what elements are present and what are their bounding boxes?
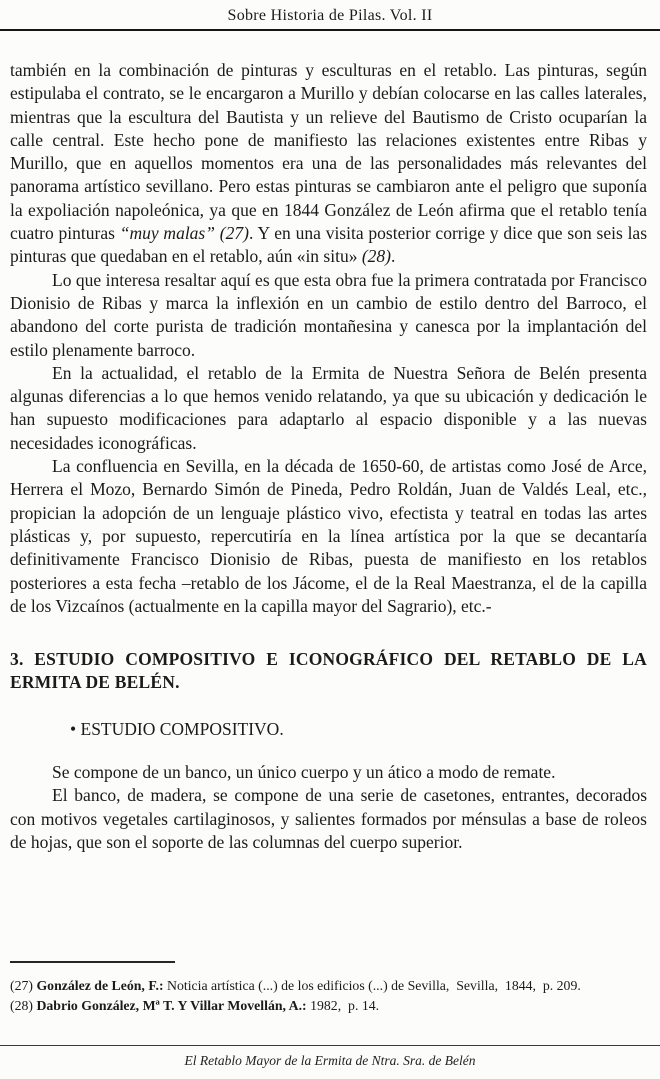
page-header (0, 0, 660, 25)
paragraph: también en la combinación de pinturas y esculturas en el retablo. Las pinturas, según estipulaba el contrato, se le encargaron a Murillo y debían colocarse en las calles laterales, mientras que la escultura del Bautista y un relieve del Bautismo de Cristo ocuparían la calle central. Este hecho pone de manifiesto las relaciones existentes entre Ribas y Murillo, que en aquellos momentos era una de las personalidades más relevantes del panorama artístico sevillano. Pero estas pinturas se cambiaron ante el peligro que suponía la expoliación napoleónica, ya que en 1844 González de León afirma que el retablo tenía cuatro pinturas “muy malas” (27). Y en una visita posterior corrige y dice que son seis las pinturas que quedaban en el retablo, aún «in situ» (28). (10, 60, 648, 267)
paragraph: Lo que interesa resaltar aquí es que esta obra fue la primera contratada por Francisco Dionisio de Ribas y marca la inflexión en un cambio de estilo dentro del Barroco, el abandono del corte purista de tradición montañesina y canesca por la implantación del estilo plenamente barroco. (10, 269, 647, 360)
document-body (10, 59, 647, 854)
footnote: (27) González de León, F.: Noticia artística (...) de los edificios (...) de Sevilla, Sevilla, 1844, p. 209. (10, 978, 581, 993)
footnotes-section (10, 961, 647, 1015)
footnote: (28) Dabrio González, Mª T. Y Villar Movellán, A.: 1982, p. 14. (10, 997, 380, 1013)
section-heading: 3. ESTUDIO COMPOSITIVO E ICONOGRÁFICO DEL RETABLO DE LA ERMITA DE BELÉN. (10, 649, 647, 693)
paragraph: El banco, de madera, se compone de una serie de casetones, entrantes, decorados con motivos vegetales cartilaginosos, y salientes formados por ménsulas a base de roleos de hojas, que son el soporte de las columnas del cuerpo superior. (10, 785, 647, 852)
header-rule (0, 29, 660, 31)
footnote-rule (10, 961, 175, 963)
paragraph: En la actualidad, el retablo de la Ermita de Nuestra Señora de Belén presenta algunas diferencias a lo que hemos venido relatando, ya que su ubicación y dedicación le han supuesto modificaciones para adaptarlo al espacio disponible y a las nuevas necesidades iconográficas. (10, 362, 647, 453)
paragraph: La confluencia en Sevilla, en la década de 1650-60, de artistas como José de Arce, Herrera el Mozo, Bernardo Simón de Pineda, Pedro Roldán, Juan de Valdés Leal, etc., propician la adopción de un lenguaje plástico vivo, efectista y teatral en todas las artes plásticas y, por supuesto, repercutiría en la línea artística por la que se decantaría definitivamente Francisco Dionisio de Ribas, puesta de manifiesto en los retablos posteriores a esta fecha –retablo de los Jácome, el de la Real Maestranza, el de la capilla de los Vizcaínos (actualmente en la capilla mayor del Sagrario), etc.- (10, 456, 647, 616)
footnote-list (10, 976, 647, 1015)
page-footer (0, 1045, 660, 1069)
footer-caption: El Retablo Mayor de la Ermita de Ntra. Sra. de Belén (184, 1053, 476, 1068)
paragraph: Se compone de un banco, un único cuerpo y un ático a modo de remate. (52, 762, 556, 783)
subsection-bullet: • ESTUDIO COMPOSITIVO. (70, 718, 284, 739)
running-title: Sobre Historia de Pilas. Vol. II (227, 7, 433, 24)
footer-rule (0, 1045, 660, 1046)
